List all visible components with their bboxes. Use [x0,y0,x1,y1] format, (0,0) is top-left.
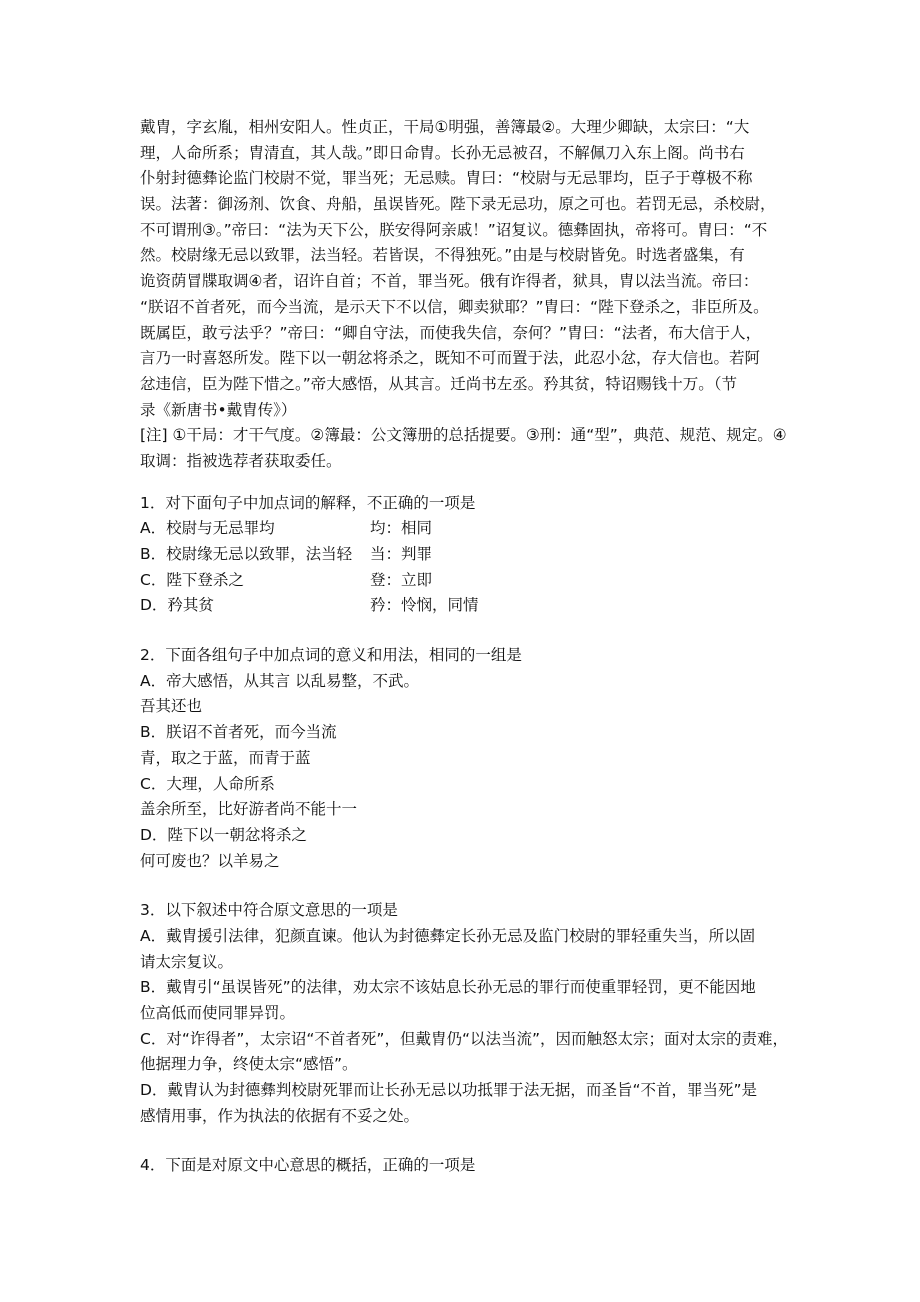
question-line: C．对“诈得者”，太宗诏“不首者死”，但戴胄仍“以法当流”，因而触怒太宗；面对太宗的责难， [140,1029,789,1048]
answer-option [140,568,800,594]
question-line: C．大理，人命所系 [140,774,275,793]
passage-line: 忿违信，臣为陛下惜之。”帝大感悟，从其言。迁尚书左丞。矜其贫，特诏赐钱十万。（节 [140,374,738,393]
question-1 [140,491,800,619]
question-line: B．朕诏不首者死，而今当流 [140,723,337,742]
passage-line: 理，人命所系；胄清直，其人哉。”即日命胄。长孙无忌被召，不解佩刀入东上阁。尚书右 [140,143,745,162]
option-explanation: 矜：怜悯，同情 [370,596,479,615]
answer-option [140,516,800,542]
option-sentence: D．矜其贫 [140,596,214,615]
question-stem: 1．对下面句子中加点词的解释，不正确的一项是 [140,493,476,512]
question-line: D．戴胄认为封德彝判校尉死罪而让长孙无忌以功抵罪于法无据，而圣旨“不首，罪当死”是 [140,1081,757,1100]
passage-line: 误。法著：御汤剂、饮食、舟船，虽误皆死。陛下录无忌功，原之可也。若罚无忌，杀校尉， [140,195,776,214]
passage-line: 然。校尉缘无忌以致罪，法当轻。若皆误，不得独死。”由是与校尉皆免。时选者盛集，有 [140,246,745,265]
option-sentence: B．校尉缘无忌以致罪，法当轻 [140,545,353,563]
question-line: 盖余所至，比好游者尚不能十一 [140,800,358,819]
passage-line: “朕诏不首者死，而今当流，是示天下不以信，卿卖狱耶？”胄曰：“陛下登杀之，非臣所及。 [140,297,769,316]
question-line: 吾其还也 [140,697,203,716]
question-line: 青，取之于蓝，而青于蓝 [140,748,311,767]
question-line: 请太宗复议。 [140,952,234,971]
passage [140,115,800,423]
note-line: [注] ①干局：才干气度。②簿最：公文簿册的总括提要。③刑：通“型”，典范、规范、规定。④ [140,426,787,445]
question-line: D．陛下以一朝忿将杀之 [140,825,307,844]
passage-line: 戴胄，字玄胤，相州安阳人。性贞正，干局①明强，善簿最②。大理少卿缺，太宗曰：“大 [140,118,750,136]
passage-line: 言乃一时喜怒所发。陛下以一朝忿将杀之，既知不可而置于法，此忍小忿，存大信也。若阿 [140,349,761,368]
question-line: 感情用事，作为执法的依据有不妥之处。 [140,1106,420,1125]
option-explanation: 当：判罪 [370,545,433,563]
question-3 [140,898,800,1129]
option-explanation: 登：立即 [370,570,433,589]
document-page [140,115,800,1179]
option-sentence: C．陛下登杀之 [140,570,244,589]
question-4 [140,1153,800,1179]
passage-line: 仆射封德彝论监门校尉不觉，罪当死；无忌赎。胄曰：“校尉与无忌罪均，臣子于尊极不称 [140,169,753,188]
answer-option [140,593,800,619]
passage-line: 录《新唐书•戴胄传》） [140,400,297,419]
question-line: A．帝大感悟，从其言 以乱易整，不武。 [140,671,420,690]
passage-notes [140,423,800,474]
question-line: A．戴胄援引法律，犯颜直谏。他认为封德彝定长孙无忌及监门校尉的罪轻重失当，所以固 [140,926,756,945]
question-2 [140,643,800,874]
question-line: 何可废也？以羊易之 [140,851,280,870]
question-line: B．戴胄引“虽误皆死”的法律，劝太宗不该姑息长孙无忌的罪行而使重罪轻罚，更不能因地 [140,978,756,997]
question-stem: 4．下面是对原文中心意思的概括，正确的一项是 [140,1156,476,1175]
question-line: 位高低而使同罪异罚。 [140,1004,296,1022]
question-line: 3．以下叙述中符合原文意思的一项是 [140,901,398,920]
passage-line: 诡资荫冒牒取调④者，诏许自首；不首，罪当死。俄有诈得者，狱具，胄以法当流。帝曰： [140,272,759,291]
question-line: 2．下面各组句子中加点词的意义和用法，相同的一组是 [140,646,522,665]
option-explanation: 均：相同 [370,519,433,538]
question-line: 他据理力争，终使太宗“感悟”。 [140,1055,358,1074]
passage-line: 既属臣，敢亏法乎？”帝曰：“卿自守法，而使我失信，奈何？”胄曰：“法者，布大信于人， [140,323,762,342]
passage-line: 不可谓刑③。”帝曰：“法为天下公，朕安得阿亲戚！”诏复议。德彝固执，帝将可。胄曰：“不 [140,220,768,239]
note-line: 取调：指被选荐者获取委任。 [140,451,342,470]
option-sentence: A．校尉与无忌罪均 [140,519,275,538]
answer-option [140,542,800,568]
